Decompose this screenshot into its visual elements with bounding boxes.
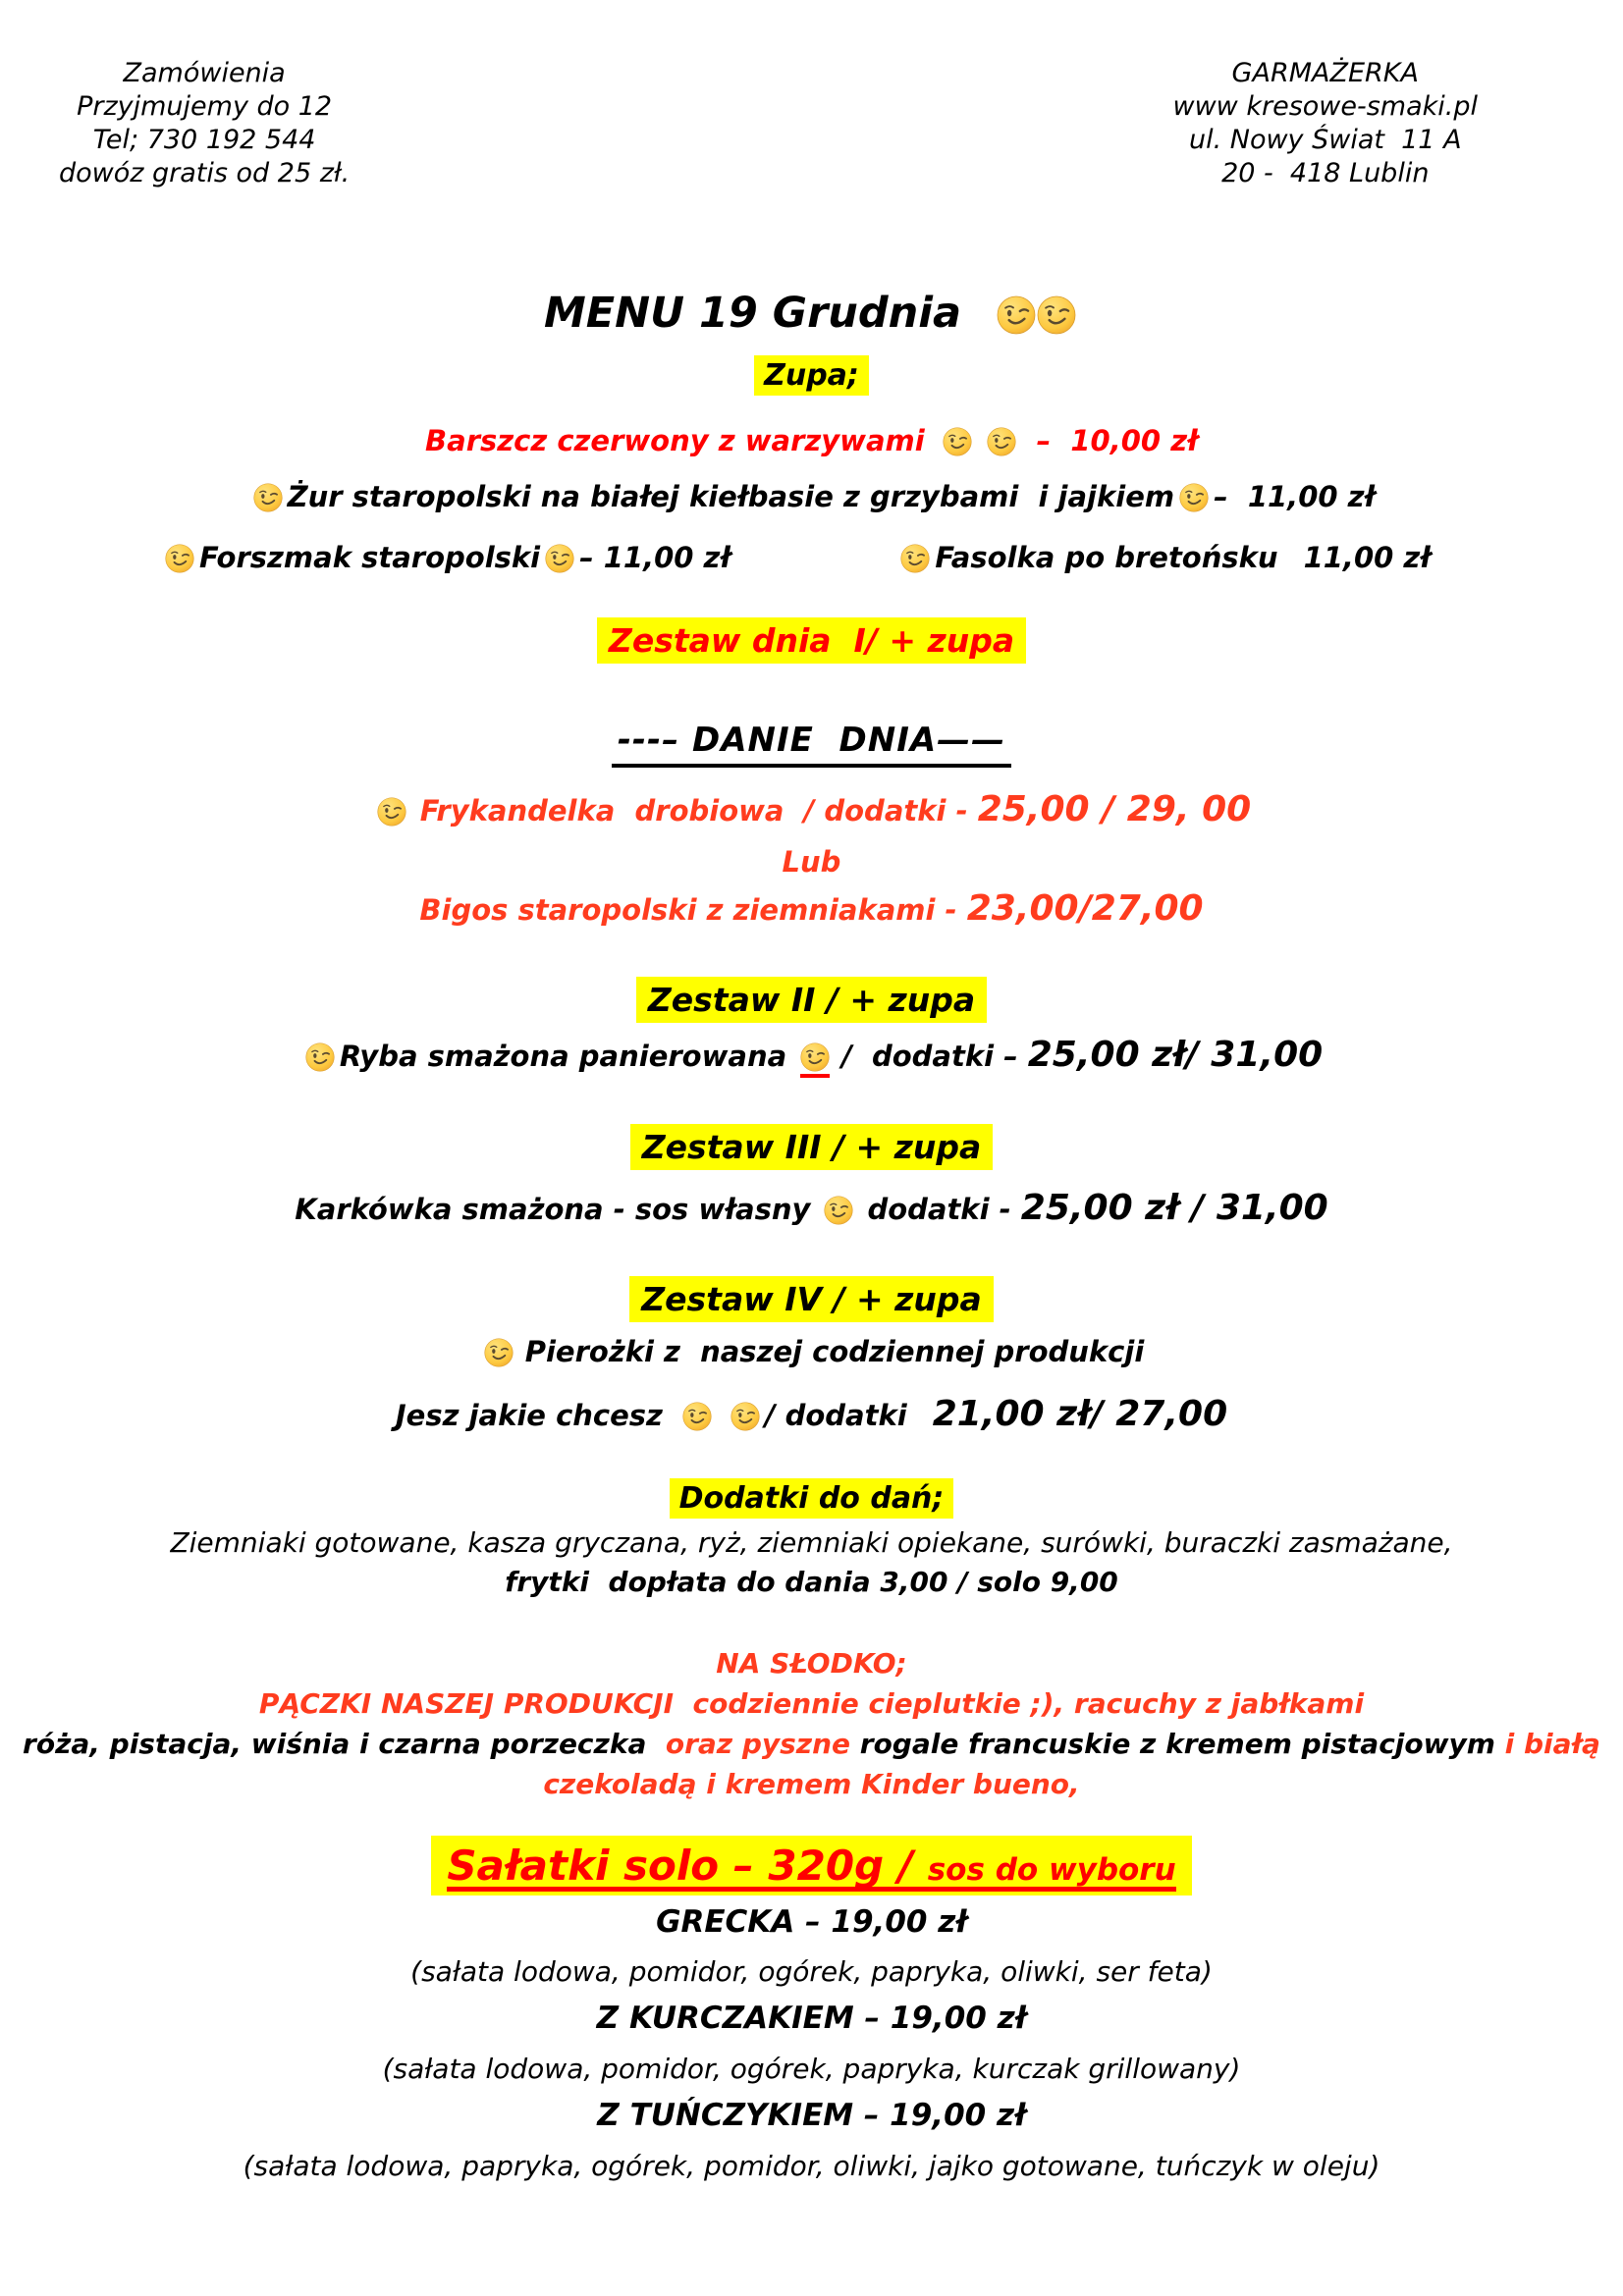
wink-emoji [377,797,406,827]
wink-emoji [987,427,1016,456]
sweets-line2-i-biala: i białą [1504,1727,1600,1760]
or-separator: Lub [782,845,841,880]
sweets-line2-flavors: róża, pistacja, wiśnia i czarna porzeczka [23,1727,666,1760]
company-info-block [1173,57,1478,190]
wink-emoji [824,1196,853,1225]
soup-item-fasolka-price: 11,00 zł [1303,541,1432,575]
sides-fries-note: frytki dopłata do dania 3,00 / solo 9,00 [505,1565,1118,1598]
company-website: www kresowe-smaki.pl [1172,91,1478,122]
soup-item-forszmak-name: Forszmak staropolski [199,541,541,575]
dish-ryba-name: Ryba smażona panierowana [339,1040,787,1074]
sweets-line2 [0,1728,1623,1760]
soup-item-fasolka-name: Fasolka po bretońsku [935,541,1278,575]
wink-emoji [800,1042,830,1072]
salad-item-desc: (sałata lodowa, papryka, ogórek, pomidor, oliwki, jajko gotowane, tuńczyk w oleju) [243,2149,1380,2182]
misspelled-underline [800,1042,830,1078]
salad-item-desc: (sałata lodowa, pomidor, ogórek, papryka, oliwki, ser feta) [410,1955,1213,1989]
dish-frykandelka [0,787,1623,832]
dish-of-day-heading: ---– DANIE DNIA—— [612,721,1011,768]
sweets-line2-oraz-pyszne: oraz pyszne [665,1727,860,1760]
set4-heading: Zestaw IV / + zupa [629,1276,994,1322]
soup-item-barszcz-price: – 10,00 zł [1036,424,1198,457]
sides-heading: Dodatki do dań; [670,1478,954,1519]
order-info-block [59,57,350,190]
document-header [0,57,1623,190]
company-name: GARMAŻERKA [1231,58,1419,88]
company-city: 20 - 418 Lublin [1221,158,1430,188]
soup-item-barszcz-name: Barszcz czerwony z warzywami [425,424,925,457]
sides-heading-row [0,1478,1623,1519]
salad-item-name: GRECKA – 19,00 zł [656,1903,967,1940]
wink-emoji [943,427,972,456]
set3-heading-row [0,1124,1623,1170]
dish-karkowka [0,1186,1623,1231]
wink-emoji [997,295,1036,335]
set1-heading-row [0,617,1623,664]
dish-jesz-price: 21,00 zł/ 27,00 [932,1393,1228,1434]
wink-emoji [165,544,194,573]
wink-emoji [730,1402,760,1431]
dish-ryba [0,1033,1623,1078]
sweets-line3: czekoladą i kremem Kinder bueno, [543,1767,1080,1800]
salad-item-desc: (sałata lodowa, pomidor, ogórek, papryka, kurczak grillowany) [382,2053,1241,2085]
set1-heading: Zestaw dnia I/ + zupa [597,617,1026,664]
dish-karkowka-price: 25,00 zł / 31,00 [1020,1187,1328,1228]
sweets-line2-rogale: rogale francuskie z kremem pistacjowym [859,1727,1505,1760]
salads-heading-main: Sałatki solo – 320g / [447,1841,928,1890]
dish-bigos-name: Bigos staropolski z ziemniakami - [419,893,967,928]
dish-karkowka-mid: dodatki - [867,1192,1021,1226]
soup-item-fasolka [895,541,1431,574]
order-info-delivery: dowóz gratis od 25 zł. [59,158,351,188]
salads-heading-sub: sos do wyboru [927,1851,1176,1888]
set3-heading: Zestaw III / + zupa [630,1124,994,1170]
wink-emoji [484,1338,514,1367]
company-street: ul. Nowy Świat 11 A [1188,125,1462,155]
order-info-hours: Przyjmujemy do 12 [77,91,333,122]
wink-emoji [253,483,283,512]
salad-item-name: Z TUŃCZYKIEM – 19,00 zł [597,2098,1026,2133]
wink-emoji [900,544,930,573]
dish-ryba-mid: / dodatki – [841,1040,1028,1074]
sweets-heading: NA SŁODKO; [716,1646,907,1680]
salad-item-name: Z KURCZAKIEM – 19,00 zł [596,2001,1027,2037]
soup-item-forszmak [160,541,730,574]
soup-two-column-row [160,541,1623,574]
salads-heading [431,1836,1191,1896]
soup-item-barszcz [0,423,1623,459]
soup-section-heading-row [0,355,1623,396]
soup-item-zur-name: Żur staropolski na białej kiełbasie z grzybami i jajkiem [287,480,1175,514]
dish-pierozki [0,1334,1623,1370]
set4-heading-row [0,1276,1623,1322]
dish-of-day-heading-row [0,721,1623,768]
dish-ryba-price: 25,00 zł/ 31,00 [1027,1035,1324,1076]
order-info-phone: Tel; 730 192 544 [92,125,316,155]
dish-jesz-name: Jesz jakie chcesz [395,1398,663,1432]
dish-jesz-mid: / dodatki [764,1398,907,1432]
wink-emoji [545,544,574,573]
wink-emoji [305,1042,335,1072]
dish-frykandelka-price: 25,00 / 29, 00 [977,789,1252,830]
sides-list: Ziemniaki gotowane, kasza gryczana, ryż, ziemniaki opiekane, surówki, buraczki zasmażane, [170,1525,1453,1559]
wink-emoji [1037,295,1076,335]
wink-emoji [682,1402,712,1431]
wink-emoji [1179,483,1209,512]
dish-pierozki-name: Pierożki z naszej codziennej produkcji [524,1334,1145,1368]
dish-karkowka-name: Karkówka smażona - sos własny [295,1192,811,1226]
sweets-line1: PĄCZKI NASZEJ PRODUKCJI codziennie cieplutkie ;), racuchy z jabłkami [258,1686,1365,1720]
soup-item-zur [0,479,1623,515]
menu-title: MENU 19 Grudnia [543,289,962,338]
set2-heading: Zestaw II / + zupa [636,977,987,1023]
soup-item-forszmak-price: – 11,00 zł [579,541,731,575]
order-info-title: Zamówienia [123,58,286,88]
soup-section-heading: Zupa; [754,355,869,396]
set2-heading-row [0,977,1623,1023]
soup-item-zur-price: – 11,00 zł [1214,480,1376,514]
dish-frykandelka-name: Frykandelka drobiowa / dodatki - [419,794,978,828]
dish-bigos-price: 23,00/27,00 [966,888,1204,930]
salads-heading-row [0,1836,1623,1896]
dish-bigos [0,886,1623,932]
dish-jesz-jakie-chcesz [0,1392,1623,1437]
menu-title-row [0,289,1623,338]
